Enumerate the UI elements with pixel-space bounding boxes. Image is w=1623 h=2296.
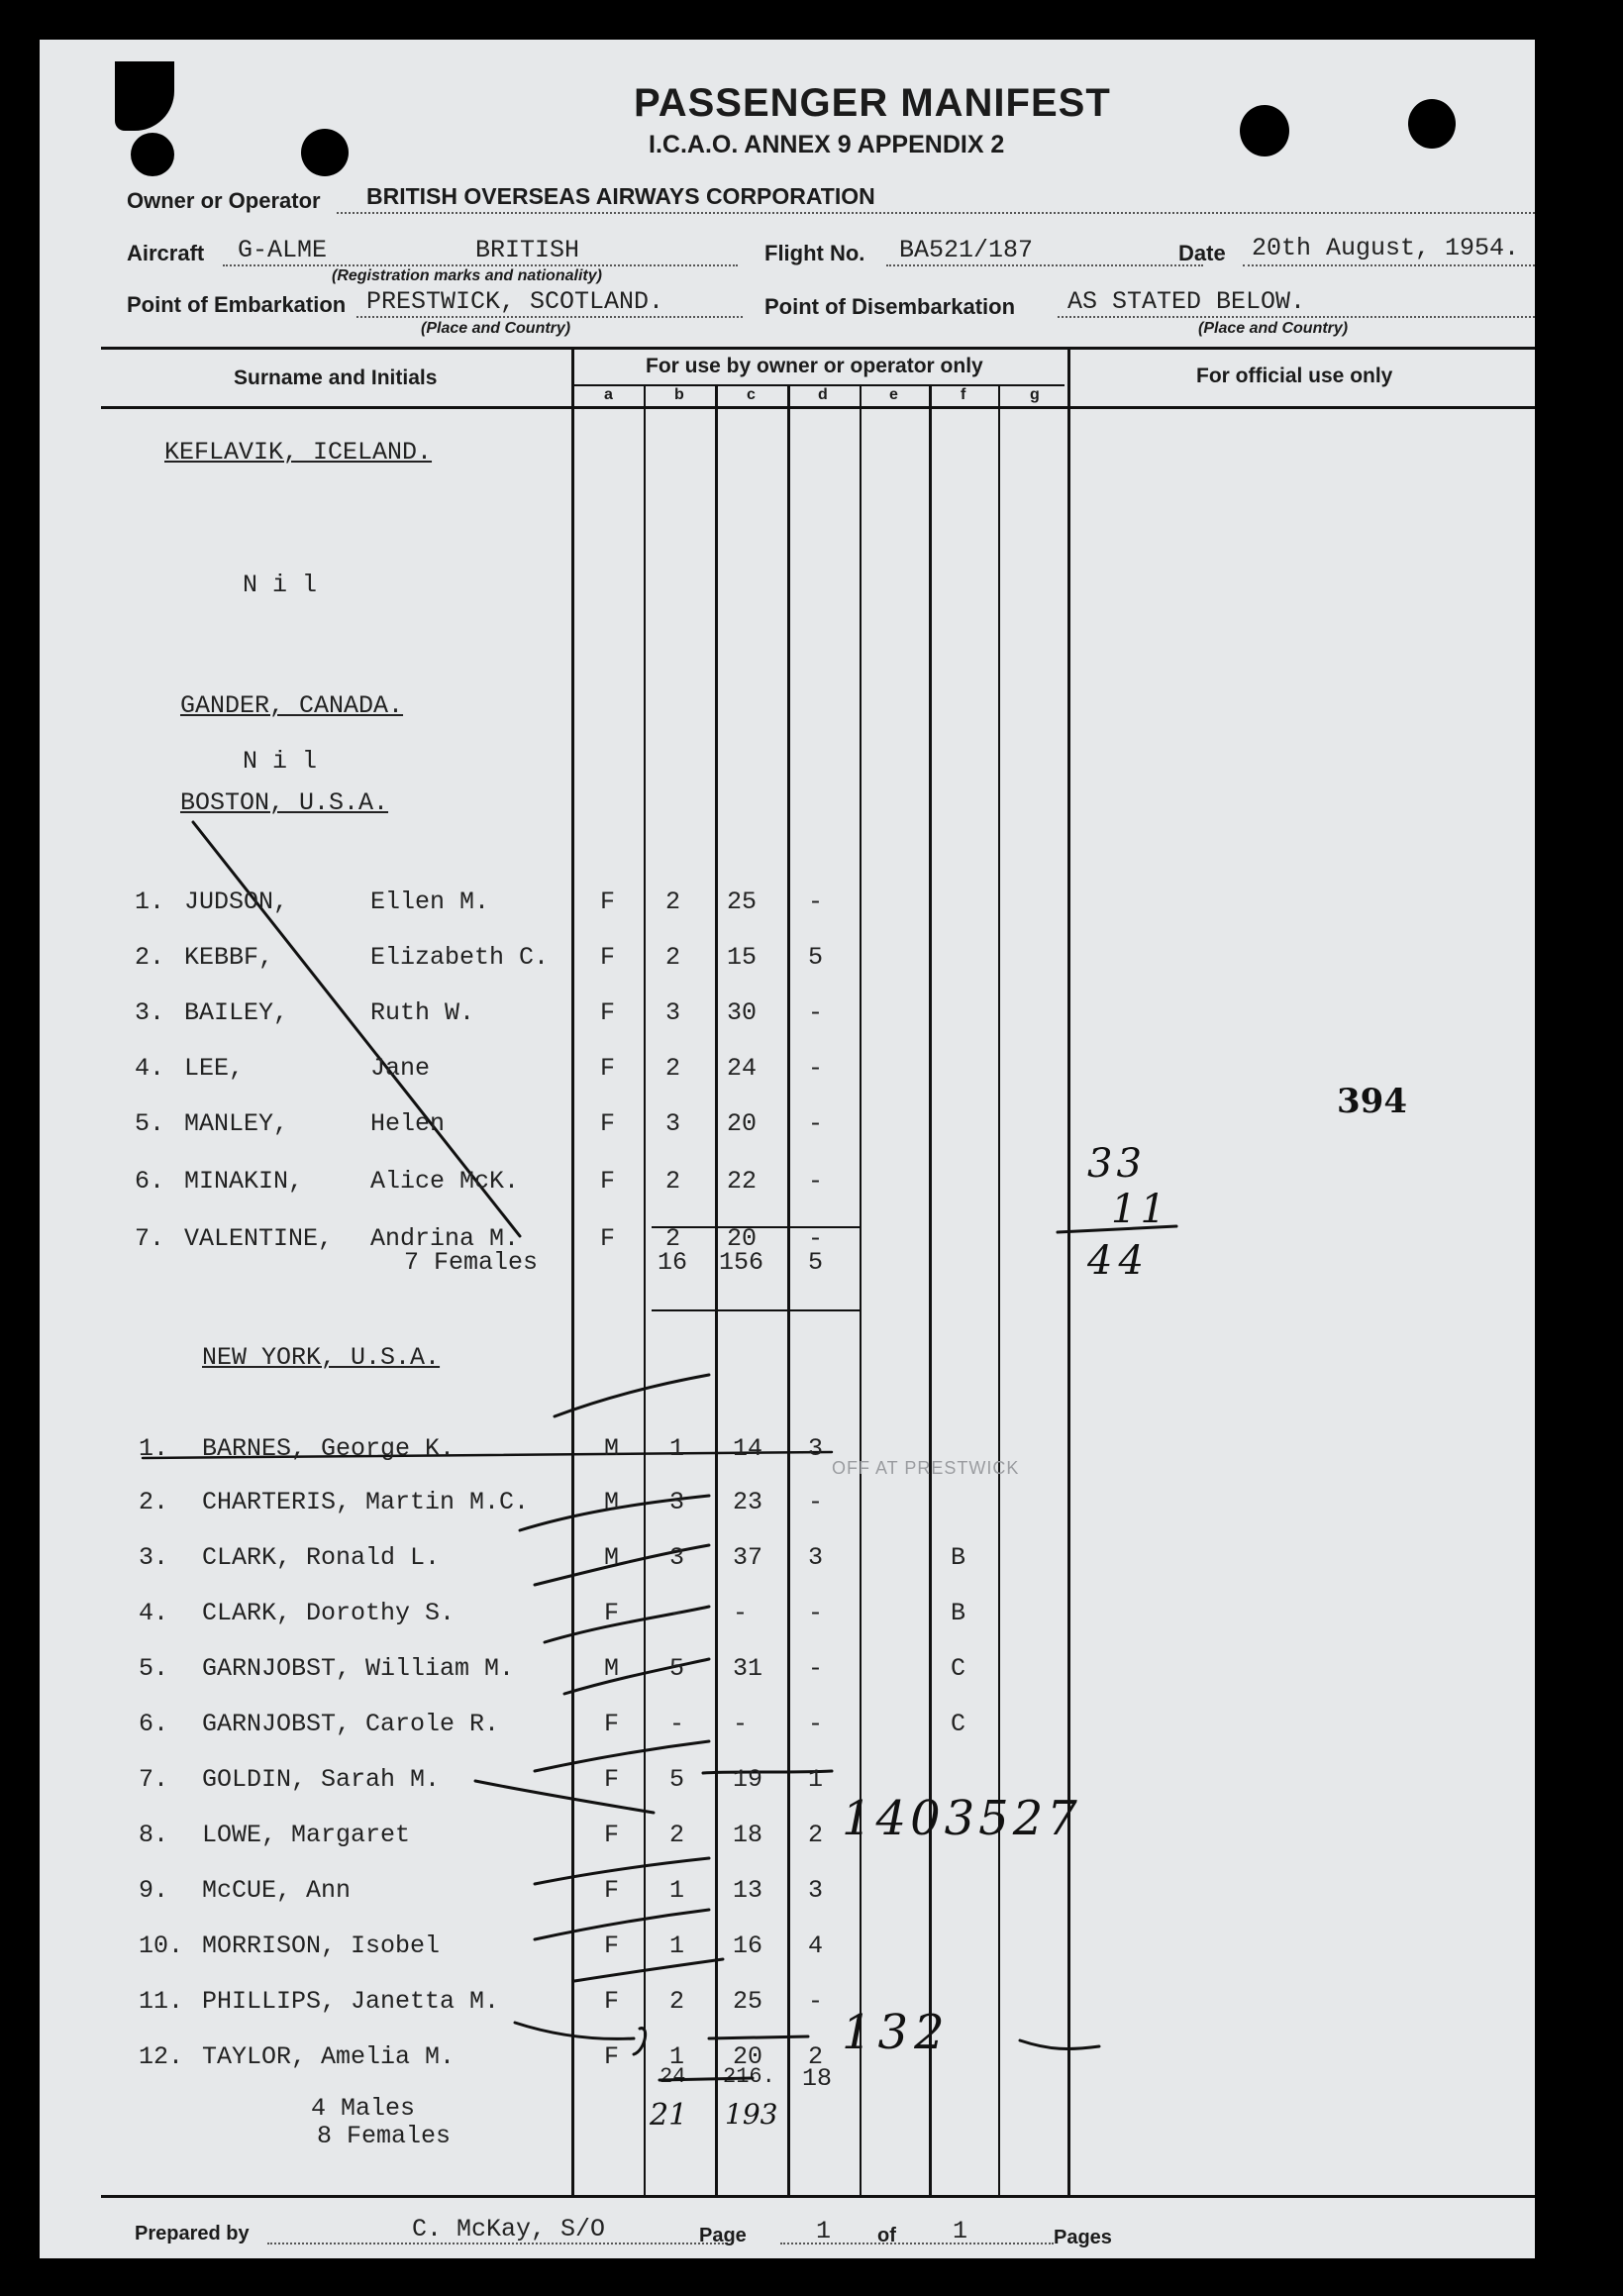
cell-d: - (808, 1654, 824, 1683)
dotted-rule (780, 2243, 1054, 2244)
passenger-surname: MANLEY, (184, 1109, 289, 1138)
ny-total-c-struck: 216. (723, 2064, 775, 2089)
ny-total-b-struck: 24 (659, 2064, 686, 2089)
row-number: 12. (139, 2042, 184, 2071)
embarkation-label: Point of Embarkation (127, 292, 347, 317)
cell-c: 31 (733, 1654, 763, 1683)
cell-b: 2 (665, 1167, 681, 1196)
passenger-name: PHILLIPS, Janetta M. (202, 1987, 500, 2016)
passenger-given-name: Ruth W. (370, 998, 475, 1027)
header-official: For official use only (1196, 365, 1393, 387)
margin-sum-top: 33 (1087, 1141, 1146, 1187)
disembarkation-note: (Place and Country) (1198, 320, 1349, 337)
cell-a: F (604, 1821, 620, 1849)
passenger-given-name: Andrina M. (370, 1224, 520, 1253)
prepared-by-value: C. McKay, S/O (412, 2215, 606, 2244)
cell-a: F (604, 1710, 620, 1738)
passenger-name: CLARK, Ronald L. (202, 1543, 441, 1572)
cell-c: 19 (733, 1765, 763, 1794)
cell-b: 3 (669, 1488, 685, 1516)
cell-c: - (733, 1710, 749, 1738)
cell-d: - (808, 1054, 824, 1083)
row-number: 7. (135, 1224, 165, 1253)
row-number: 6. (139, 1710, 169, 1738)
row-number: 3. (139, 1543, 169, 1572)
passenger-name: GARNJOBST, William M. (202, 1654, 515, 1683)
ny-total-c-corrected: 193 (725, 2098, 778, 2131)
passenger-given-name: Alice McK. (370, 1167, 520, 1196)
cell-a: F (604, 1876, 620, 1905)
cell-a: M (604, 1543, 620, 1572)
cell-b: 5 (669, 1654, 685, 1683)
cell-c: 22 (727, 1167, 758, 1196)
cell-c: 25 (727, 887, 758, 916)
prepared-by-label: Prepared by (135, 2223, 250, 2244)
row-number: 6. (135, 1167, 165, 1196)
cell-c: 20 (733, 2042, 763, 2071)
subheader-b: b (674, 386, 684, 403)
row-number: 1. (139, 1434, 169, 1463)
aircraft-label: Aircraft (127, 241, 205, 265)
page-subtitle: I.C.A.O. ANNEX 9 APPENDIX 2 (649, 131, 1005, 158)
aircraft-registration: G-ALME (238, 236, 328, 264)
cell-d: - (808, 1987, 824, 2016)
cell-d: - (808, 887, 824, 916)
cell-c: 14 (733, 1434, 763, 1463)
cell-a: M (604, 1488, 620, 1516)
passenger-surname: KEBBF, (184, 943, 274, 972)
off-at-prestwick-stamp: OFF AT PRESTWICK (832, 1458, 1020, 1478)
flight-label: Flight No. (764, 241, 865, 265)
passenger-surname: MINAKIN, (184, 1167, 304, 1196)
cell-b: 2 (665, 887, 681, 916)
cell-c: 20 (727, 1109, 758, 1138)
cell-d: 2 (808, 2042, 824, 2071)
passenger-given-name: Ellen M. (370, 887, 490, 916)
passenger-surname: LEE, (184, 1054, 245, 1083)
cell-d: - (808, 1224, 824, 1253)
cell-a: F (600, 1167, 616, 1196)
cell-d: 2 (808, 1821, 824, 1849)
row-number: 9. (139, 1876, 169, 1905)
margin-sum-mid: 11 (1111, 1187, 1169, 1232)
subheader-g: g (1030, 386, 1040, 403)
cell-b: - (669, 1710, 685, 1738)
aircraft-nationality: BRITISH (475, 236, 580, 264)
cell-d: - (808, 1488, 824, 1516)
row-number: 10. (139, 1931, 184, 1960)
flight-number: BA521/187 (899, 236, 1034, 264)
boston-total-d: 5 (808, 1248, 824, 1277)
ny-total-b-corrected: 21 (650, 2098, 688, 2133)
row-number: 4. (135, 1054, 165, 1083)
boston-total-c: 156 (719, 1248, 764, 1277)
boston-total-label: 7 Females (404, 1248, 539, 1277)
page-label: Page (699, 2225, 747, 2246)
header-name: Surname and Initials (234, 366, 438, 389)
embarkation-value: PRESTWICK, SCOTLAND. (366, 287, 664, 316)
page-number-stamp: 394 (1337, 1082, 1407, 1121)
cell-a: F (600, 1054, 616, 1083)
cell-f: B (951, 1599, 966, 1627)
cell-a: F (600, 998, 616, 1027)
cell-d: - (808, 1109, 824, 1138)
cell-f: C (951, 1710, 966, 1738)
cell-c: 24 (727, 1054, 758, 1083)
subheader-f: f (961, 386, 966, 403)
cell-a: F (600, 1109, 616, 1138)
ny-total-females: 8 Females (317, 2122, 452, 2150)
cell-c: 20 (727, 1224, 758, 1253)
passenger-name: CHARTERIS, Martin M.C. (202, 1488, 530, 1516)
cell-f: B (951, 1543, 966, 1572)
disembarkation-label: Point of Disembarkation (764, 294, 1016, 319)
cell-b: 2 (669, 1987, 685, 2016)
cell-c: 37 (733, 1543, 763, 1572)
passenger-given-name: Jane (370, 1054, 431, 1083)
cell-d: - (808, 998, 824, 1027)
cell-d: 4 (808, 1931, 824, 1960)
section-newyork: NEW YORK, U.S.A. (202, 1343, 441, 1372)
row-number: 4. (139, 1599, 169, 1627)
pages-value: 1 (953, 2217, 968, 2245)
subheader-e: e (889, 386, 898, 403)
manifest-page (40, 40, 1535, 2258)
ny-total-d: 18 (802, 2064, 833, 2093)
row-number: 3. (135, 998, 165, 1027)
passenger-surname: BAILEY, (184, 998, 289, 1027)
cell-b: 2 (665, 1224, 681, 1253)
passenger-name: TAYLOR, Amelia M. (202, 2042, 456, 2071)
cell-b: 1 (669, 2042, 685, 2071)
cell-b: 1 (669, 1931, 685, 1960)
cell-c: 23 (733, 1488, 763, 1516)
cell-d: 1 (808, 1765, 824, 1794)
cell-b: 5 (669, 1765, 685, 1794)
handwriting-strokes (40, 40, 1535, 2258)
owner-label: Owner or Operator (127, 188, 321, 213)
cell-c: 18 (733, 1821, 763, 1849)
cell-a: F (600, 943, 616, 972)
cell-d: 5 (808, 943, 824, 972)
cell-d: - (808, 1710, 824, 1738)
row-number: 8. (139, 1821, 169, 1849)
passenger-name: GOLDIN, Sarah M. (202, 1765, 441, 1794)
cell-c: - (733, 1599, 749, 1627)
cell-b: 1 (669, 1434, 685, 1463)
gander-nil: N i l (243, 747, 318, 776)
ny-total-males: 4 Males (311, 2094, 416, 2123)
row-number: 2. (135, 943, 165, 972)
row-number: 11. (139, 1987, 184, 2016)
row-number: 5. (139, 1654, 169, 1683)
pages-label: Pages (1054, 2227, 1112, 2248)
cell-c: 15 (727, 943, 758, 972)
page-title: PASSENGER MANIFEST (634, 81, 1111, 125)
cell-c: 30 (727, 998, 758, 1027)
cell-a: F (604, 1931, 620, 1960)
cell-a: F (600, 887, 616, 916)
cell-a: M (604, 1434, 620, 1463)
passenger-name: BARNES, George K. (202, 1434, 456, 1463)
subheader-d: d (818, 386, 828, 403)
cell-c: 13 (733, 1876, 763, 1905)
cell-d: - (808, 1167, 824, 1196)
cell-b: 3 (665, 1109, 681, 1138)
cell-a: F (604, 1765, 620, 1794)
section-boston: BOSTON, U.S.A. (180, 788, 389, 817)
cell-b: 1 (669, 1876, 685, 1905)
passenger-name: CLARK, Dorothy S. (202, 1599, 456, 1627)
subheader-a: a (604, 386, 613, 403)
cell-d: 3 (808, 1543, 824, 1572)
cell-a: F (600, 1224, 616, 1253)
margin-sum-bottom: 44 (1087, 1238, 1150, 1284)
passenger-surname: JUDSON, (184, 887, 289, 916)
passenger-given-name: Elizabeth C. (370, 943, 550, 972)
passenger-name: McCUE, Ann (202, 1876, 352, 1905)
passenger-given-name: Helen (370, 1109, 446, 1138)
cell-d: 3 (808, 1434, 824, 1463)
passenger-surname: VALENTINE, (184, 1224, 334, 1253)
cell-a: M (604, 1654, 620, 1683)
boston-total-b: 16 (658, 1248, 688, 1277)
cell-d: 3 (808, 1876, 824, 1905)
date-value: 20th August, 1954. (1252, 234, 1520, 262)
row-number: 7. (139, 1765, 169, 1794)
cell-a: F (604, 1987, 620, 2016)
section-gander: GANDER, CANADA. (180, 691, 404, 720)
of-label: of (877, 2225, 896, 2246)
row-number: 2. (139, 1488, 169, 1516)
keflavik-nil: N i l (243, 571, 318, 599)
cell-b: 3 (669, 1543, 685, 1572)
cell-b: - (669, 1599, 685, 1627)
cell-a: F (604, 2042, 620, 2071)
cell-a: F (604, 1599, 620, 1627)
cell-c: 25 (733, 1987, 763, 2016)
header-owner: For use by owner or operator only (646, 355, 983, 377)
cell-c: 16 (733, 1931, 763, 1960)
cell-b: 2 (669, 1821, 685, 1849)
row-number: 5. (135, 1109, 165, 1138)
passenger-name: MORRISON, Isobel (202, 1931, 441, 1960)
passenger-name: GARNJOBST, Carole R. (202, 1710, 500, 1738)
page-value: 1 (816, 2217, 832, 2245)
cell-f: C (951, 1654, 966, 1683)
cell-b: 2 (665, 943, 681, 972)
aircraft-note: (Registration marks and nationality) (332, 267, 602, 284)
cell-b: 3 (665, 998, 681, 1027)
embarkation-note: (Place and Country) (421, 320, 571, 337)
passenger-name: LOWE, Margaret (202, 1821, 411, 1849)
section-keflavik: KEFLAVIK, ICELAND. (164, 438, 433, 467)
owner-value: BRITISH OVERSEAS AIRWAYS CORPORATION (366, 183, 875, 209)
margin-note-row8: 1403527 (842, 1791, 1081, 1846)
disembarkation-value: AS STATED BELOW. (1067, 287, 1306, 316)
row-number: 1. (135, 887, 165, 916)
cell-d: - (808, 1599, 824, 1627)
margin-note-row12: 132 (842, 2005, 951, 2060)
date-label: Date (1178, 241, 1226, 265)
cell-b: 2 (665, 1054, 681, 1083)
subheader-c: c (747, 386, 756, 403)
